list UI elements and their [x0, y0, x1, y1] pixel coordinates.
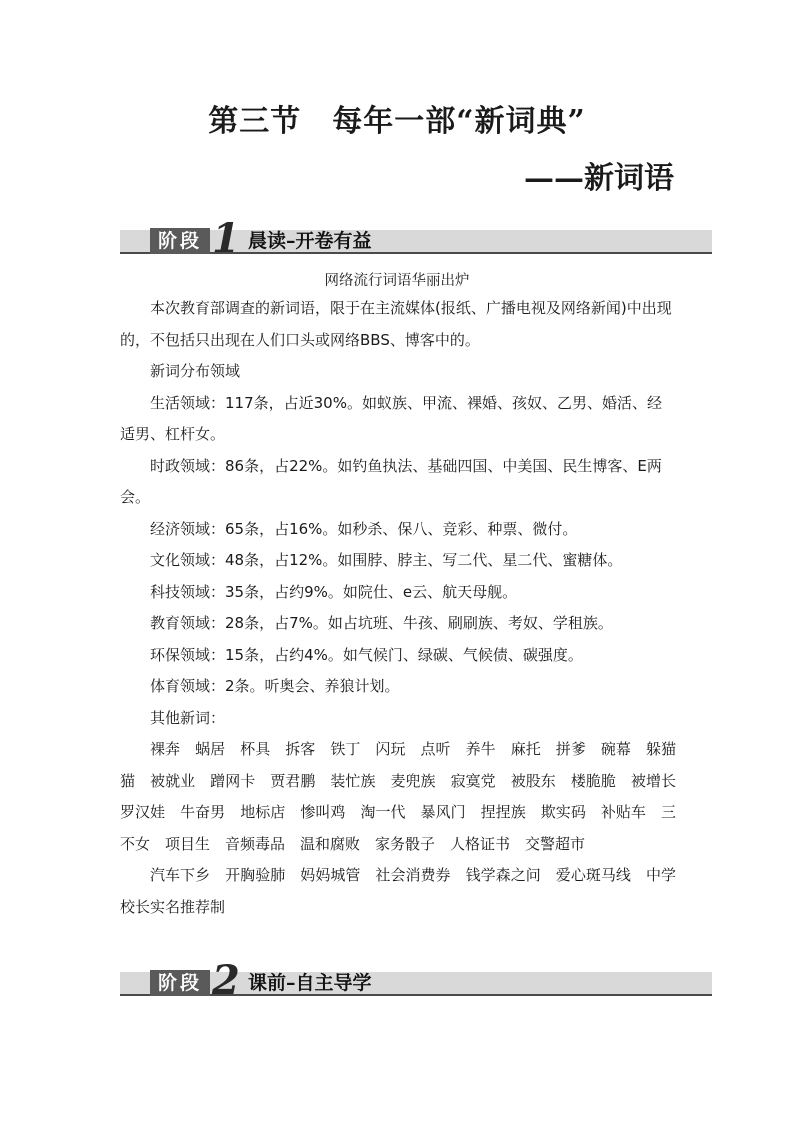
domain-item: 文化领域：48条，占12%。如围脖、脖主、写二代、星二代、蜜糖体。 [150, 551, 623, 569]
stage-badge: 阶段 [150, 970, 210, 996]
stage-number: 1 [212, 215, 240, 262]
domain-item: 经济领域：65条，占16%。如秒杀、保八、竞彩、种票、微付。 [150, 519, 578, 538]
page-title: 第三节 每年一部“新词典” [208, 104, 586, 139]
domain-item: 体育领域：2条。听奥会、养狼计划。 [150, 677, 400, 695]
article-heading: 网络流行词语华丽出炉 [324, 273, 470, 289]
domain-item: 教育领域：28条，占7%。如占坑班、牛孩、刷刷族、考奴、学租族。 [150, 614, 613, 632]
other-words-heading: 其他新词： [150, 708, 226, 727]
distribution-heading: 新词分布领域 [150, 362, 241, 380]
domain-item: 科技领域：35条，占约9%。如院仕、e云、航天母舰。 [150, 582, 518, 601]
intro-paragraph: 本次教育部调查的新词语，限于在主流媒体(报纸、广播电视及网络新闻)中出现的，不包括只出现在人们口头或网络BBS、博客中的。 [120, 299, 672, 349]
other-words-list: 裸奔 蜗居 杯具 拆客 铁丁 闪玩 点听 养牛 麻托 拼爹 碗幕 躲猫猫 被就业 蹭网卡 贾君鹏 装忙族 麦兜族 寂寞党 被股东 楼脆脆 被增长 罗汉娃 牛奋男 地标店 惨叫鸡 淘一代 暴风门 捏捏族 欺实码 补贴车 三不女 项目生 音频毒品 温和腐败 家务骰子 人格证书 交警超市 [120, 740, 692, 853]
stage-1-banner [120, 215, 712, 262]
domain-item: 环保领域：15条，占约4%。如气候门、绿碳、气候债、碳强度。 [150, 645, 583, 664]
other-words-list-2: 汽车下乡 开胸验肺 妈妈城管 社会消费券 钱学森之问 爱心斑马线 中学校长实名推荐制 [120, 866, 676, 916]
domain-item: 生活领域：117条，占近30%。如蚁族、甲流、裸婚、孩奴、乙男、婚活、经适男、杠杆女。 [120, 393, 662, 443]
page-subtitle: ——新词语 [524, 161, 674, 196]
stage-title: 晨读–开卷有益 [248, 230, 372, 252]
stage-number: 2 [212, 957, 240, 1004]
domain-item: 时政领域：86条，占22%。如钓鱼执法、基础四国、中美国、民生博客、E两会。 [120, 456, 662, 506]
stage-title: 课前–自主导学 [248, 972, 372, 994]
stage-badge: 阶段 [150, 228, 210, 254]
article-body [120, 293, 692, 923]
stage-2-banner [120, 957, 712, 1004]
